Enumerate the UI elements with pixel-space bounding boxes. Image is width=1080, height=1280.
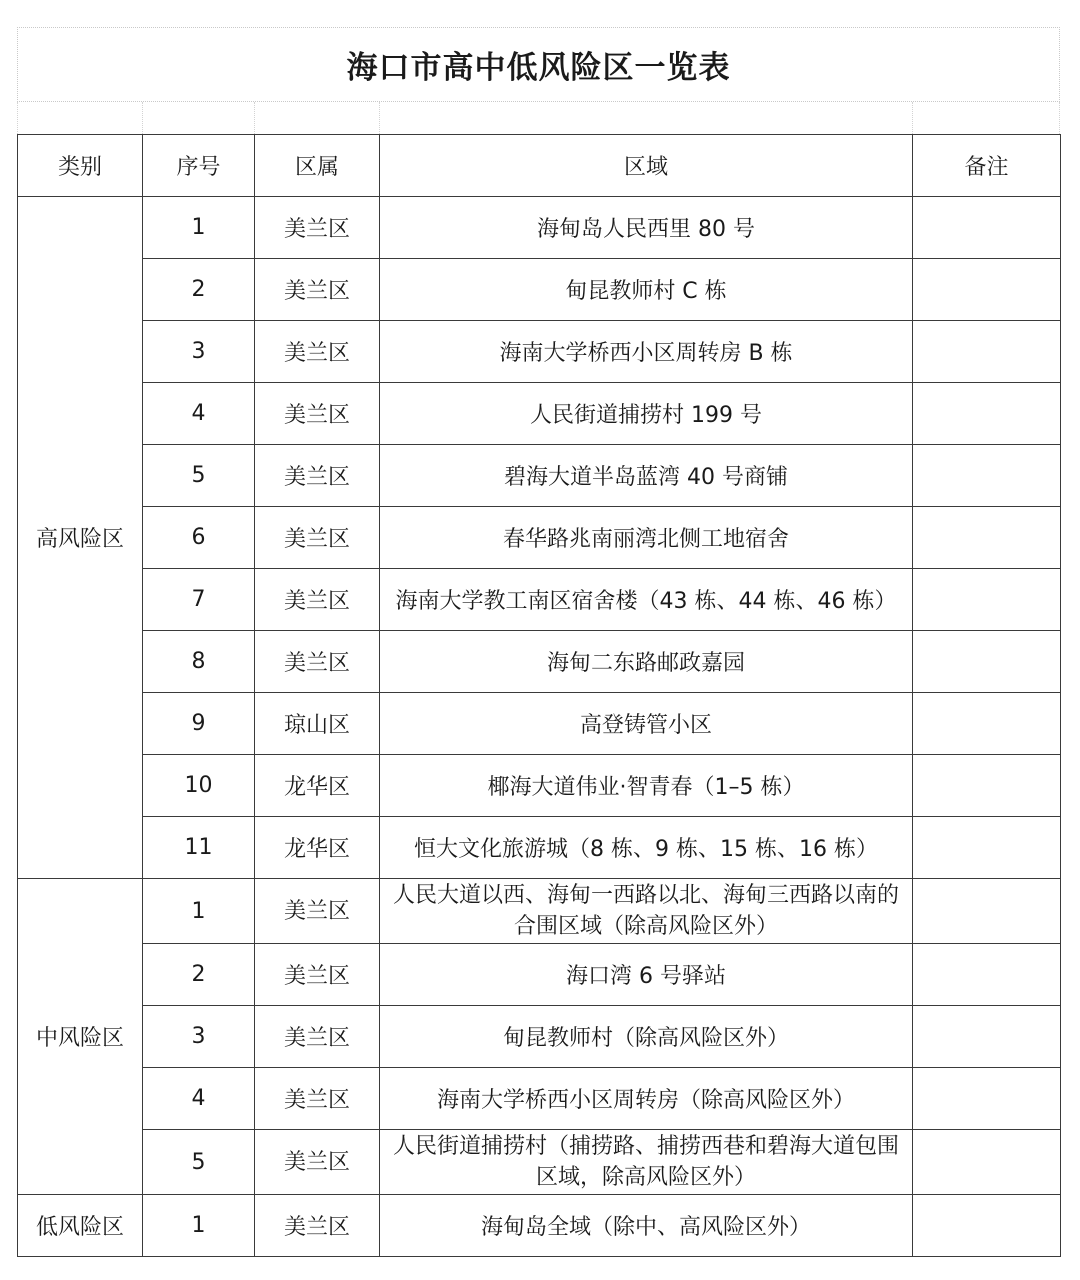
remark-cell bbox=[913, 755, 1061, 817]
area-cell: 海南大学桥西小区周转房 B 栋 bbox=[380, 321, 913, 383]
table-row bbox=[18, 383, 1061, 445]
district-cell: 美兰区 bbox=[255, 1068, 380, 1130]
remark-cell bbox=[913, 383, 1061, 445]
index-cell: 8 bbox=[143, 631, 255, 693]
area-line: 区域，除高风险区外） bbox=[535, 1165, 756, 1190]
category-cell-low: 低风险区 bbox=[18, 1195, 143, 1257]
index-cell: 1 bbox=[143, 197, 255, 259]
area-cell: 甸昆教师村 C 栋 bbox=[380, 259, 913, 321]
remark-cell bbox=[913, 321, 1061, 383]
table-row bbox=[18, 445, 1061, 507]
district-cell: 美兰区 bbox=[255, 879, 380, 944]
area-cell bbox=[380, 879, 913, 944]
district-cell: 美兰区 bbox=[255, 197, 380, 259]
index-cell: 3 bbox=[143, 321, 255, 383]
area-cell: 甸昆教师村（除高风险区外） bbox=[380, 1006, 913, 1068]
table-row bbox=[18, 631, 1061, 693]
district-cell: 美兰区 bbox=[255, 445, 380, 507]
spacer-row bbox=[17, 102, 1060, 134]
remark-cell bbox=[913, 631, 1061, 693]
index-cell: 4 bbox=[143, 383, 255, 445]
remark-cell bbox=[913, 259, 1061, 321]
header-category: 类别 bbox=[18, 135, 143, 197]
remark-cell bbox=[913, 1006, 1061, 1068]
area-cell: 海南大学桥西小区周转房（除高风险区外） bbox=[380, 1068, 913, 1130]
area-line: 合围区域（除高风险区外） bbox=[513, 914, 778, 939]
header-index: 序号 bbox=[143, 135, 255, 197]
area-cell: 人民街道捕捞村 199 号 bbox=[380, 383, 913, 445]
header-area: 区域 bbox=[380, 135, 913, 197]
district-cell: 美兰区 bbox=[255, 631, 380, 693]
remark-cell bbox=[913, 879, 1061, 944]
table-row bbox=[18, 259, 1061, 321]
district-cell: 美兰区 bbox=[255, 1130, 380, 1195]
area-cell: 海南大学教工南区宿舍楼（43 栋、44 栋、46 栋） bbox=[380, 569, 913, 631]
index-cell: 9 bbox=[143, 693, 255, 755]
table-row bbox=[18, 197, 1061, 259]
index-cell: 10 bbox=[143, 755, 255, 817]
header-district: 区属 bbox=[255, 135, 380, 197]
index-cell: 1 bbox=[143, 879, 255, 944]
district-cell: 美兰区 bbox=[255, 1195, 380, 1257]
table-row bbox=[18, 879, 1061, 944]
remark-cell bbox=[913, 693, 1061, 755]
index-cell: 3 bbox=[143, 1006, 255, 1068]
area-cell: 碧海大道半岛蓝湾 40 号商铺 bbox=[380, 445, 913, 507]
table-row bbox=[18, 1006, 1061, 1068]
table-header-row bbox=[18, 135, 1061, 197]
index-cell: 2 bbox=[143, 944, 255, 1006]
remark-cell bbox=[913, 1130, 1061, 1195]
table-row bbox=[18, 321, 1061, 383]
area-line: 人民街道捕捞村（捕捞路、捕捞西巷和碧海大道包围 bbox=[392, 1134, 899, 1159]
district-cell: 美兰区 bbox=[255, 569, 380, 631]
table-row bbox=[18, 693, 1061, 755]
district-cell: 美兰区 bbox=[255, 321, 380, 383]
area-cell: 椰海大道伟业·智青春（1–5 栋） bbox=[380, 755, 913, 817]
remark-cell bbox=[913, 445, 1061, 507]
index-cell: 7 bbox=[143, 569, 255, 631]
index-cell: 4 bbox=[143, 1068, 255, 1130]
index-cell: 11 bbox=[143, 817, 255, 879]
area-cell: 海甸二东路邮政嘉园 bbox=[380, 631, 913, 693]
area-line: 人民大道以西、海甸一西路以北、海甸三西路以南的 bbox=[392, 883, 899, 908]
table-row bbox=[18, 755, 1061, 817]
remark-cell bbox=[913, 507, 1061, 569]
remark-cell bbox=[913, 569, 1061, 631]
table-row bbox=[18, 507, 1061, 569]
table-row bbox=[18, 1195, 1061, 1257]
district-cell: 美兰区 bbox=[255, 507, 380, 569]
area-cell: 海甸岛人民西里 80 号 bbox=[380, 197, 913, 259]
area-cell: 海口湾 6 号驿站 bbox=[380, 944, 913, 1006]
table-row bbox=[18, 1130, 1061, 1195]
page-title: 海口市高中低风险区一览表 bbox=[17, 27, 1060, 102]
index-cell: 5 bbox=[143, 445, 255, 507]
index-cell: 2 bbox=[143, 259, 255, 321]
remark-cell bbox=[913, 1068, 1061, 1130]
category-cell-high: 高风险区 bbox=[18, 197, 143, 879]
remark-cell bbox=[913, 1195, 1061, 1257]
table-row bbox=[18, 569, 1061, 631]
index-cell: 6 bbox=[143, 507, 255, 569]
remark-cell bbox=[913, 817, 1061, 879]
remark-cell bbox=[913, 944, 1061, 1006]
district-cell: 美兰区 bbox=[255, 383, 380, 445]
table-row bbox=[18, 944, 1061, 1006]
index-cell: 1 bbox=[143, 1195, 255, 1257]
district-cell: 龙华区 bbox=[255, 817, 380, 879]
area-cell bbox=[380, 1130, 913, 1195]
risk-area-table bbox=[17, 134, 1061, 1257]
area-cell: 恒大文化旅游城（8 栋、9 栋、15 栋、16 栋） bbox=[380, 817, 913, 879]
district-cell: 美兰区 bbox=[255, 259, 380, 321]
category-cell-medium: 中风险区 bbox=[18, 879, 143, 1195]
district-cell: 琼山区 bbox=[255, 693, 380, 755]
remark-cell bbox=[913, 197, 1061, 259]
risk-area-sheet bbox=[17, 27, 1060, 1257]
district-cell: 美兰区 bbox=[255, 944, 380, 1006]
table-row bbox=[18, 817, 1061, 879]
header-remark: 备注 bbox=[913, 135, 1061, 197]
district-cell: 美兰区 bbox=[255, 1006, 380, 1068]
area-cell: 高登铸管小区 bbox=[380, 693, 913, 755]
area-cell: 春华路兆南丽湾北侧工地宿舍 bbox=[380, 507, 913, 569]
area-cell: 海甸岛全域（除中、高风险区外） bbox=[380, 1195, 913, 1257]
table-row bbox=[18, 1068, 1061, 1130]
index-cell: 5 bbox=[143, 1130, 255, 1195]
district-cell: 龙华区 bbox=[255, 755, 380, 817]
